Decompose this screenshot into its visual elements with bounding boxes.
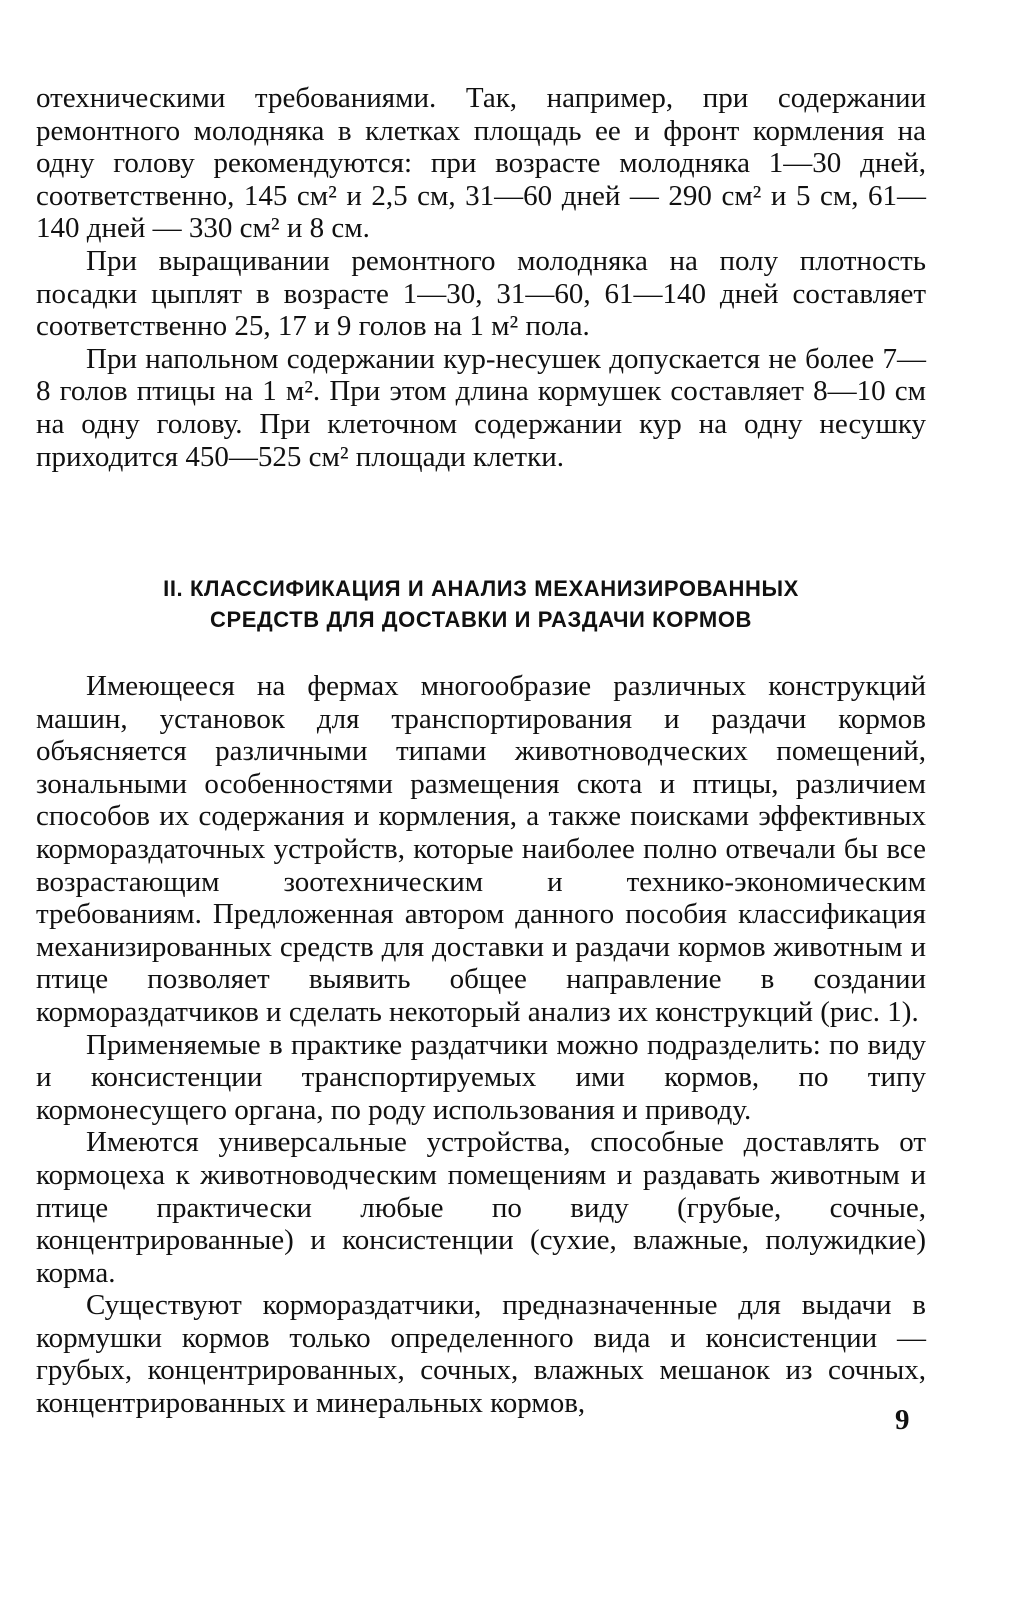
page-number: 9: [895, 1404, 910, 1436]
paragraph-variety-of-designs: Имеющееся на фермах многообразие различных конструкций машин, установок для транспортирования и раздачи кормов объясняется различными типами животноводческих помещений, зональными особенностями размещения скота и птицы, различием способов их содержания и кормления, а также поисками эффективных кормораздаточных устройств, которые наиболее полно отвечали бы все возрастающим зоотехническим и технико-экономическим требованиям. Предложенная автором данного пособия классификация механизированных средств для доставки и раздачи кормов животным и птице позволяет выявить общее направление в создании кормораздатчиков и сделать некоторый анализ их конструкций (рис. 1).: [36, 670, 926, 1028]
paragraph-laying-hens: При напольном содержании кур-несушек допускается не более 7—8 голов птицы на 1 м². При этом длина кормушек составляет 8—10 см на одну голову. При клеточном содержании кур на одну несушку приходится 450—525 см² площади клетки.: [36, 342, 926, 473]
section-heading-line-2: СРЕДСТВ ДЛЯ ДОСТАВКИ И РАЗДАЧИ КОРМОВ: [209, 607, 753, 632]
paragraph-universal-devices: Имеются универсальные устройства, способные доставлять от кормоцеха к животноводческим помещениям и раздавать животным и птице практически любые по виду (грубые, сочные, концентрированные) и консистенции (сухие, влажные, полужидкие) корма.: [36, 1126, 926, 1289]
paragraph-subdivision: Применяемые в практике раздатчики можно подразделить: по виду и консистенции транспортируемых ими кормов, по типу кормонесущего органа, по роду использования и приводу.: [36, 1028, 926, 1126]
paragraph-floor-density: При выращивании ремонтного молодняка на полу плотность посадки цыплят в возрасте 1—30, 31—60, 61—140 дней составляет соответственно 25, 17 и 9 голов на 1 м² пола.: [36, 244, 926, 343]
paragraph-young-stock-cages: отехническими требованиями. Так, например, при содержании ремонтного молодняка в клетках площадь ее и фронт кормления на одну голову рекомендуются: при возрасте молодняка 1—30 дней, соответственно, 145 см² и 2,5 см, 31—60 дней — 290 см² и 5 см, 61—140 дней — 330 см² и 8 см.: [36, 82, 926, 245]
section-text-block: [36, 670, 926, 1420]
section-heading-line-1: II. КЛАССИФИКАЦИЯ И АНАЛИЗ МЕХАНИЗИРОВАННЫХ: [163, 576, 799, 601]
section-heading: [36, 573, 926, 635]
paragraph-specialized-dispensers: Существуют кормораздатчики, предназначенные для выдачи в кормушки кормов только определенного вида и консистенции — грубых, концентрированных, сочных, влажных мешанок из сочных, концентрированных и минеральных кормов,: [36, 1289, 926, 1420]
top-text-block: [36, 82, 926, 473]
